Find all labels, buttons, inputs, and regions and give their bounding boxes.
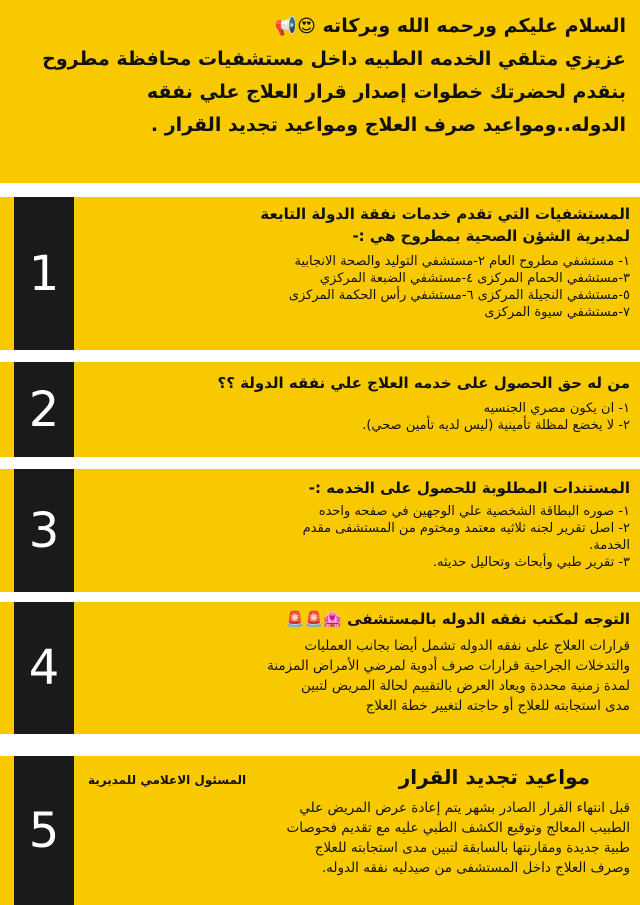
section-eligibility bbox=[0, 362, 640, 457]
list-item: ٣- تقرير طبي وأبحاث وتحاليل حديثه. bbox=[432, 555, 630, 570]
section-content bbox=[88, 602, 630, 734]
list-item: ٧-مستشفي سيوة المركزى bbox=[484, 305, 630, 320]
section-office bbox=[0, 602, 640, 734]
list-item: ٢- اصل تقرير لجنه ثلاثيه معتمد ومختوم من المستشفى مقدم bbox=[302, 521, 630, 536]
section-content bbox=[88, 756, 630, 905]
section-hospitals bbox=[0, 197, 640, 350]
greeting-line bbox=[14, 10, 626, 43]
list-item: ٥-مستشفي النجيلة المركزى ٦-مستشفي رأس الحكمة المركزى bbox=[288, 288, 630, 303]
intro-header bbox=[0, 0, 640, 183]
paragraph-line: طبية جديدة ومقارنتها بالسابقة لتبين مدى استجابته للعلاج bbox=[314, 840, 630, 856]
step-number-1: 1 bbox=[14, 197, 74, 350]
paragraph-line: مدى استجابته للعلاج أو حاجته لتغيير خطة العلاج bbox=[365, 698, 630, 714]
hospital-siren-icon: 🏩🚨🚨 bbox=[285, 610, 342, 628]
list-item: ٣-مستشفي الحمام المركزى ٤-مستشفي الضبعة المركزي bbox=[319, 271, 630, 286]
paragraph-line: قبل انتهاء القرار الصادر بشهر يتم إعادة عرض المريض علي bbox=[299, 800, 630, 816]
list-item: ١- ان يكون مصري الجنسيه bbox=[483, 401, 630, 416]
section-title: لمديرية الشؤن الصحية بمطروح هي :- bbox=[352, 227, 630, 245]
step-number-2: 2 bbox=[14, 362, 74, 457]
list-item: الخدمة. bbox=[589, 538, 630, 553]
paragraph-line: الطبيب المعالج وتوقيع الكشف الطبي عليه مع تقديم فحوصات bbox=[286, 820, 630, 836]
step-number-3: 3 bbox=[14, 469, 74, 592]
list-item: ١- صوره البطاقة الشخصية علي الوجهين في صفحه واحده bbox=[318, 504, 630, 519]
divider bbox=[0, 350, 640, 362]
section-title: المستندات المطلوبة للحصول على الخدمه :- bbox=[308, 479, 630, 497]
divider bbox=[0, 592, 640, 602]
section-title: من له حق الحصول على خدمه العلاج علي نفقه الدولة ؟؟ bbox=[217, 374, 630, 392]
section-title-row bbox=[88, 608, 630, 630]
section-title: مواعيد تجديد القرار bbox=[398, 765, 590, 789]
step-number-5: 5 bbox=[14, 756, 74, 905]
section-renewal bbox=[0, 756, 640, 905]
intro-line-4: الدوله..ومواعيد صرف العلاج ومواعيد تجديد القرار . bbox=[150, 114, 626, 136]
divider bbox=[0, 183, 640, 197]
section-content bbox=[88, 197, 630, 350]
list-item: ٢- لا يخضع لمظلة تأمينية (ليس لديه تأمين صحي). bbox=[362, 418, 630, 433]
paragraph-line: قرارات العلاج على نفقه الدوله تشمل أيضا بجانب العمليات bbox=[304, 638, 630, 654]
section-title: المستشفيات التي تقدم خدمات نفقة الدولة التابعة bbox=[260, 205, 630, 223]
heart-eyes-megaphone-icon: 😍📢 bbox=[274, 16, 316, 37]
intro-line-2: عزيزي متلقي الخدمه الطبيه داخل مستشفيات محافظة مطروح bbox=[42, 48, 626, 70]
section-content bbox=[88, 469, 630, 592]
step-number-4: 4 bbox=[14, 602, 74, 734]
divider bbox=[0, 457, 640, 469]
paragraph-line: والتدخلات الجراحية قرارات صرف أدوية لمرضي الأمراض المزمنة bbox=[267, 658, 630, 674]
media-officer-signature: المسئول الاعلامي للمديرية bbox=[88, 773, 247, 787]
divider bbox=[0, 734, 640, 756]
paragraph-line: لمدة زمنية محددة ويعاد العرض بالتقييم لحالة المريض لتبين bbox=[300, 678, 630, 694]
paragraph-line: وصرف العلاج داخل المستشفى من صيدليه نفقه الدوله. bbox=[321, 860, 630, 876]
section-title: التوجه لمكتب نفقه الدوله بالمستشفى bbox=[347, 610, 630, 628]
list-item: ١- مستشفي مطروح العام ٢-مستشفي التوليد والصحة الانجابية bbox=[294, 254, 630, 269]
section-content bbox=[88, 362, 630, 457]
greeting-text: السلام عليكم ورحمه الله وبركاته bbox=[322, 15, 626, 37]
intro-line-3: بنقدم لحضرتك خطوات إصدار قرار العلاج علي نفقه bbox=[146, 81, 626, 103]
section-documents bbox=[0, 469, 640, 592]
